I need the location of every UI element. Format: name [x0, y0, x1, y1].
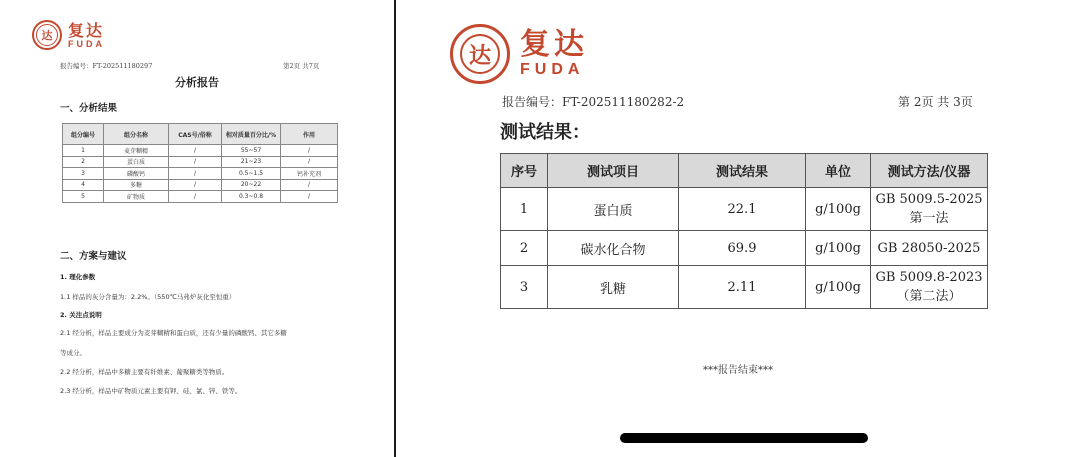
fuda-seal-icon: 达 [32, 20, 62, 50]
table-cell: 1 [63, 145, 104, 157]
table-cell: 多糖 [104, 179, 169, 191]
table-cell: 矿物质 [104, 191, 169, 203]
table-row [63, 191, 338, 203]
table-cell-method [871, 188, 988, 231]
table-cell: / [281, 179, 338, 191]
table-cell: 20~22 [222, 179, 281, 191]
table-row [63, 179, 338, 191]
fuda-logo [32, 20, 105, 50]
page-title: 分析报告 [175, 76, 219, 89]
section-heading-recommendations: 二、方案与建议 [60, 251, 127, 262]
fuda-logo [450, 24, 588, 84]
table-cell: 55~57 [222, 145, 281, 157]
table-row [501, 266, 988, 309]
column-header: 测试项目 [548, 154, 679, 188]
table-cell-method: GB 28050-2025 [871, 231, 988, 266]
table-cell: 磷酸钙 [104, 168, 169, 180]
table-cell: 1 [501, 188, 548, 231]
table-cell: 钙补充剂 [281, 168, 338, 180]
table-row [501, 231, 988, 266]
table-cell: 5 [63, 191, 104, 203]
paragraph-2-3: 2.3 经分析，样品中矿物质元素主要有钾、硅、氯、锌、铁等。 [60, 387, 242, 395]
column-header: 单位 [806, 154, 871, 188]
method-line-2: 第一法 [909, 211, 949, 226]
page-title: 测试结果： [500, 122, 590, 143]
table-row [63, 145, 338, 157]
table-cell-method [871, 266, 988, 309]
table-cell: 2 [63, 156, 104, 168]
table-cell: 麦芽糊精 [104, 145, 169, 157]
section-heading-results: 一、分析结果 [60, 103, 118, 114]
table-cell: / [281, 191, 338, 203]
report-page-right [396, 0, 1080, 457]
table-cell: 22.1 [679, 188, 806, 231]
table-header-row [63, 124, 338, 145]
table-cell: 2.11 [679, 266, 806, 309]
paragraph-1-1: 1.1 样品的灰分含量为：2.2%。（550℃马弗炉灰化至恒重） [60, 293, 236, 301]
table-cell: 3 [63, 168, 104, 180]
table-cell: g/100g [806, 231, 871, 266]
column-header: 作用 [281, 124, 338, 145]
table-cell: 4 [63, 179, 104, 191]
report-number: 报告编号：FT-202511180297 [60, 62, 153, 70]
table-cell: g/100g [806, 188, 871, 231]
table-cell: g/100g [806, 266, 871, 309]
composition-table [62, 123, 338, 203]
brand-name-cn: 复达 [68, 20, 105, 40]
test-results-table [500, 153, 988, 309]
column-header: 组分名称 [104, 124, 169, 145]
subheading-notes: 2. 关注点说明 [60, 311, 102, 319]
column-header: 测试结果 [679, 154, 806, 188]
brand-name-cn: 复达 [520, 27, 588, 62]
table-cell: 21~23 [222, 156, 281, 168]
table-cell: / [281, 145, 338, 157]
subheading-physicochemical: 1. 理化参数 [60, 273, 96, 281]
column-header: 测试方法/仪器 [871, 154, 988, 188]
table-cell: 蛋白质 [104, 156, 169, 168]
brand-name-en: FUDA [68, 38, 105, 49]
report-number: 报告编号：FT-202511180282-2 [502, 95, 685, 109]
column-header: CAS号/俗称 [169, 124, 222, 145]
table-row [63, 156, 338, 168]
column-header: 相对质量百分比/% [222, 124, 281, 145]
page-number: 第 2页 共 3页 [898, 95, 973, 109]
method-line: GB 5009.8-2023 [875, 270, 983, 285]
table-row [501, 188, 988, 231]
table-cell: / [281, 156, 338, 168]
paragraph-2-1: 2.1 经分析，样品主要成分为麦芽糊精和蛋白质，还有少量的磷酸钙、其它多糖 [60, 329, 287, 337]
table-cell: 2 [501, 231, 548, 266]
table-cell: 0.5~1.5 [222, 168, 281, 180]
report-end-marker: ***报告结束*** [703, 365, 773, 376]
brand-name-en: FUDA [520, 61, 585, 78]
table-cell: / [169, 179, 222, 191]
table-cell: / [169, 168, 222, 180]
table-row [63, 168, 338, 180]
method-line: GB 5009.5-2025 [875, 192, 983, 207]
table-cell: 3 [501, 266, 548, 309]
home-indicator[interactable] [620, 433, 868, 443]
table-cell: 0.3~0.8 [222, 191, 281, 203]
paragraph-2-2: 2.2 经分析，样品中多糖主要有纤维素、葡聚糖类等物质。 [60, 368, 229, 376]
table-cell: 69.9 [679, 231, 806, 266]
table-header-row [501, 154, 988, 188]
fuda-seal-icon: 达 [450, 24, 510, 84]
column-header: 组分编号 [63, 124, 104, 145]
table-cell: 蛋白质 [548, 188, 679, 231]
column-header: 序号 [501, 154, 548, 188]
page-number: 第2页 共7页 [283, 62, 320, 70]
paragraph-2-1-cont: 等成分。 [60, 349, 86, 357]
method-line-2: （第二法） [896, 289, 962, 304]
table-cell: / [169, 156, 222, 168]
report-page-left [0, 0, 394, 457]
table-cell: 乳糖 [548, 266, 679, 309]
table-cell: / [169, 191, 222, 203]
table-cell: / [169, 145, 222, 157]
table-cell: 碳水化合物 [548, 231, 679, 266]
